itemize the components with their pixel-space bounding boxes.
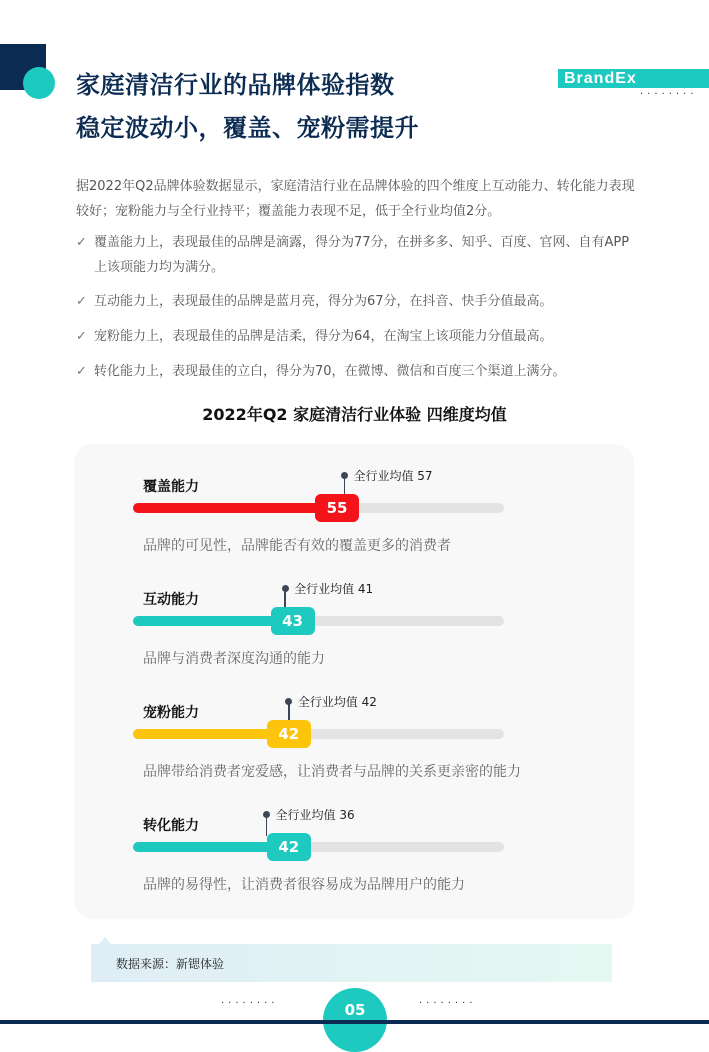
value-badge-conversion: 42 — [267, 833, 311, 861]
average-marker-dot-conversion — [263, 811, 270, 818]
dots-decoration-top: ········ — [640, 89, 698, 100]
bullet-text: 覆盖能力上，表现最佳的品牌是滴露，得分为77分，在拼多多、知乎、百度、官网、自有APP上该项能力均为满分。 — [94, 235, 630, 275]
dimension-label-interaction: 互动能力 — [143, 592, 199, 608]
average-label-fan: 全行业均值 42 — [297, 695, 377, 709]
bullet-item-fan — [76, 324, 636, 349]
chart-title: 2022年Q2 家庭清洁行业体验 四维度均值 — [202, 405, 507, 424]
dimension-label-fan: 宠粉能力 — [143, 705, 199, 721]
bottom-bar — [0, 1020, 709, 1024]
bar-fill-interaction — [133, 616, 293, 626]
intro-paragraph: 据2022年Q2品牌体验数据显示，家庭清洁行业在品牌体验的四个维度上互动能力、转化能力表现较好；宠粉能力与全行业持平；覆盖能力表现不足，低于全行业均值2分。 — [76, 179, 635, 219]
source-text: 数据来源：新锶体验 — [116, 957, 225, 971]
average-marker-dot-coverage — [341, 472, 348, 479]
bullet-item-conversion — [76, 359, 636, 384]
value-badge-coverage: 55 — [315, 494, 359, 522]
dots-decoration-left: ········ — [221, 998, 279, 1009]
dimension-label-conversion: 转化能力 — [143, 818, 199, 834]
dimension-label-coverage: 覆盖能力 — [143, 479, 199, 495]
title-line-2: 稳定波动小，覆盖、宠粉需提升 — [76, 114, 419, 142]
corner-circle-decoration — [23, 67, 55, 99]
bullet-item-coverage — [76, 230, 636, 280]
dots-decoration-right: ········ — [419, 998, 477, 1009]
bar-fill-fan — [133, 729, 289, 739]
bullet-text: 转化能力上，表现最佳的立白，得分为70，在微博、微信和百度三个渠道上满分。 — [94, 364, 566, 379]
value-badge-fan: 42 — [267, 720, 311, 748]
bullet-text: 宠粉能力上，表现最佳的品牌是洁柔，得分为64，在淘宝上该项能力分值最高。 — [94, 329, 553, 344]
brand-logo — [558, 69, 709, 88]
average-marker-dot-interaction — [282, 585, 289, 592]
dimension-description-conversion: 品牌的易得性，让消费者很容易成为品牌用户的能力 — [143, 877, 465, 893]
brand-logo-text: BrandEx — [564, 70, 637, 87]
dimension-description-fan: 品牌带给消费者宠爱感，让消费者与品牌的关系更亲密的能力 — [143, 764, 521, 780]
value-badge-interaction: 43 — [271, 607, 315, 635]
bar-fill-coverage — [133, 503, 337, 513]
check-icon: ✓ — [76, 329, 87, 344]
page-number: 05 — [344, 1001, 366, 1019]
page-title — [76, 64, 419, 150]
check-icon: ✓ — [76, 294, 87, 309]
title-line-1: 家庭清洁行业的品牌体验指数 — [76, 71, 395, 99]
bullet-item-interaction — [76, 289, 636, 314]
bullet-text: 互动能力上，表现最佳的品牌是蓝月亮，得分为67分，在抖音、快手分值最高。 — [94, 294, 553, 309]
dimension-description-interaction: 品牌与消费者深度沟通的能力 — [143, 651, 325, 667]
source-box — [91, 944, 612, 982]
average-label-coverage: 全行业均值 57 — [353, 469, 433, 483]
dimension-description-coverage: 品牌的可见性，品牌能否有效的覆盖更多的消费者 — [143, 538, 451, 554]
check-icon: ✓ — [76, 364, 87, 379]
check-icon: ✓ — [76, 235, 87, 250]
average-marker-line-conversion — [266, 816, 268, 836]
bar-fill-conversion — [133, 842, 289, 852]
average-label-interaction: 全行业均值 41 — [294, 582, 374, 596]
average-label-conversion: 全行业均值 36 — [275, 808, 355, 822]
